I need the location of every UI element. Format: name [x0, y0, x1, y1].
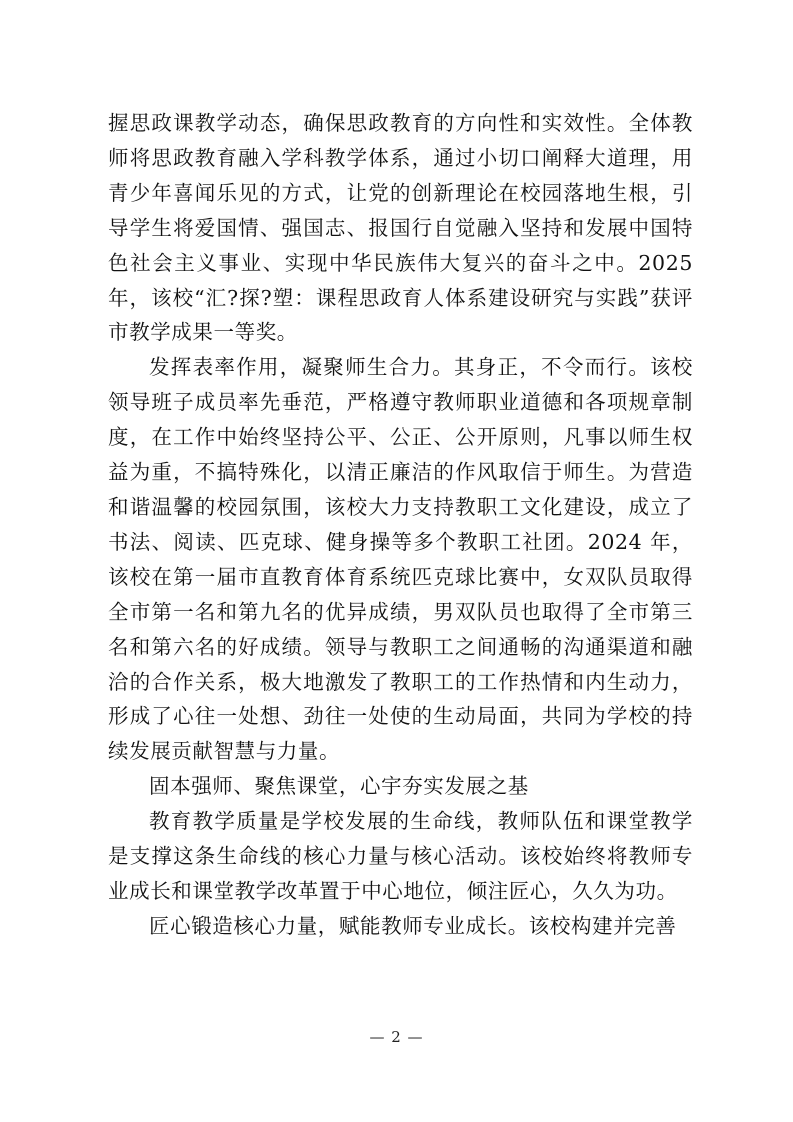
section-heading: 固本强师、聚焦课堂，心宇夯实发展之基 [149, 774, 529, 799]
paragraph-2: 发挥表率作用，凝聚师生合力。其身正，不令而行。该校领导班子成员率先垂范，严格遵守教师职业道德和各项规章制度，在工作中始终坚持公平、公正、公开原则，凡事以师生权益为重，不搞特殊化，以清正廉洁的作风取信于师生。为营造和谐温馨的校园氛围，该校大力支持教职工文化建设，成立了书法、阅读、匹克球、健身操等多个教职工社团。2024 年，该校在第一届市直教育体育系统匹克球比赛中，女双队员取得全市第一名和第九名的优异成绩，男双队员也取得了全市第三名和第六名的好成绩。领导与教职工之间通畅的沟通渠道和融洽的合作关系，极大地激发了教职工的工作热情和内生动力，形成了心往一处想、劲往一处使的生动局面，共同为学校的持续发展贡献智慧与力量。 [108, 355, 693, 764]
paragraph-4: 匠心锻造核心力量，赋能教师专业成长。该校构建并完善 [149, 913, 677, 938]
page-number: — 2 — [369, 1028, 424, 1046]
paragraph-1: 握思政课教学动态，确保思政教育的方向性和实效性。全体教师将思政教育融入学科教学体系，通过小切口阐释大道理，用青少年喜闻乐见的方式，让党的创新理论在校园落地生根，引导学生将爱国情、强国志、报国行自觉融入坚持和发展中国特色社会主义事业、实现中华民族伟大复兴的奋斗之中。2025 年，该校“汇?探?塑：课程思政育人体系建设研究与实践”获评市教学成果一等奖。 [108, 111, 693, 345]
paragraph-3: 教育教学质量是学校发展的生命线，教师队伍和课堂教学是支撑这条生命线的核心力量与核心活动。该校始终将教师专业成长和课堂教学改革置于中心地位，倾注匠心，久久为功。 [108, 809, 693, 903]
body-text [108, 106, 693, 944]
